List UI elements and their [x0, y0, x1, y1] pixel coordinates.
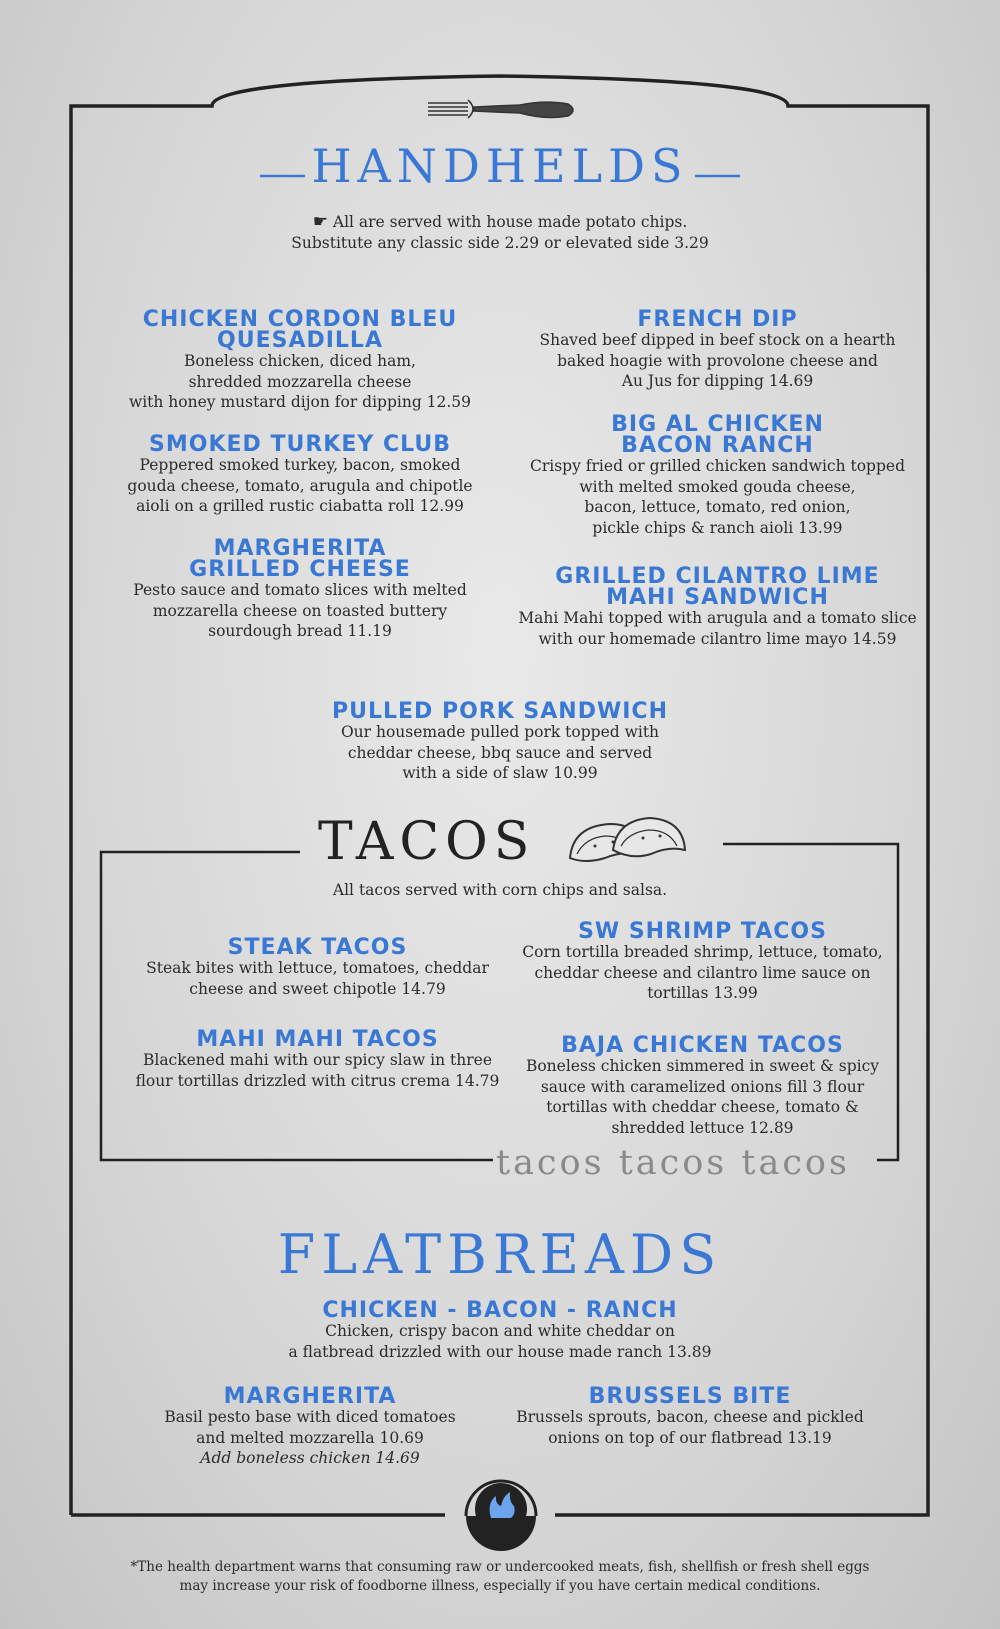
oven-flame-logo-icon — [466, 1481, 536, 1551]
item-desc: cheese and sweet chipotle 14.79 — [189, 979, 446, 998]
item-name: CHICKEN CORDON BLEU — [142, 307, 458, 332]
item-name: SMOKED TURKEY CLUB — [149, 432, 451, 457]
item-name: QUESADILLA — [217, 328, 383, 353]
item-desc: with a side of slaw 10.99 — [402, 764, 598, 782]
health-disclaimer: *The health department warns that consuming raw or undercooked meats, fish, shellfish or fresh shell eggs may increase your risk of foodborne illness, especially if you have certain medical conditions. — [130, 1559, 870, 1594]
item-name: STEAK TACOS — [227, 935, 408, 960]
item-desc: bacon, lettuce, tomato, red onion, — [584, 498, 851, 516]
item-name: BACON RANCH — [621, 433, 814, 458]
item-name: MAHI SANDWICH — [606, 585, 829, 610]
pointing-hand-icon: ☛ — [312, 212, 328, 232]
item-desc: Peppered smoked turkey, bacon, smoked — [139, 456, 461, 474]
item-desc: with our homemade cilantro lime mayo 14.59 — [538, 629, 897, 648]
tacos-title: TACOS — [318, 812, 536, 872]
item-desc: Corn tortilla breaded shrimp, lettuce, tomato, — [522, 943, 883, 961]
item-name: MARGHERITA — [223, 1384, 397, 1409]
item-name: BIG AL CHICKEN — [611, 412, 824, 437]
item-desc: a flatbread drizzled with our house made ranch 13.89 — [288, 1342, 712, 1361]
handhelds-note: ☛ All are served with house made potato chips. Substitute any classic side 2.29 or elevated side 3.29 — [291, 212, 709, 252]
menu-item — [250, 1300, 750, 1362]
item-desc: Steak bites with lettuce, tomatoes, cheddar — [146, 959, 489, 977]
item-addon: Add boneless chicken 14.69 — [200, 1449, 420, 1467]
item-name: SW SHRIMP TACOS — [578, 919, 827, 944]
tacos-footer-text: tacos tacos tacos — [496, 1143, 850, 1183]
item-desc: mozzarella cheese on toasted buttery — [152, 601, 448, 620]
item-desc: Our housemade pulled pork topped with — [340, 723, 660, 741]
item-desc: with honey mustard dijon for dipping 12.59 — [128, 393, 472, 411]
item-desc: gouda cheese, tomato, arugula and chipotle — [127, 476, 473, 495]
menu-item — [110, 309, 490, 413]
item-name: FRENCH DIP — [637, 307, 798, 332]
item-desc: Mahi Mahi topped with arugula and a tomato slice — [518, 609, 917, 627]
item-desc: with melted smoked gouda cheese, — [579, 477, 856, 496]
item-name: MARGHERITA — [213, 536, 387, 561]
item-desc: Pesto sauce and tomato slices with melted — [133, 581, 467, 599]
taco-icon — [565, 808, 695, 878]
item-desc: aioli on a grilled rustic ciabatta roll 12.99 — [136, 497, 464, 515]
item-name: GRILLED CILANTRO LIME — [555, 564, 880, 589]
tacos-note: All tacos served with corn chips and salsa. — [332, 881, 668, 899]
item-desc: Boneless chicken, diced ham, — [184, 352, 416, 370]
item-desc: cheddar cheese and cilantro lime sauce on — [534, 963, 871, 982]
item-desc: sauce with caramelized onions fill 3 flour — [540, 1077, 865, 1096]
item-desc: cheddar cheese, bbq sauce and served — [347, 743, 653, 762]
item-desc: flour tortillas drizzled with citrus crema 14.79 — [135, 1071, 500, 1090]
item-name: CHICKEN - BACON - RANCH — [322, 1298, 678, 1323]
item-desc: Chicken, crispy bacon and white cheddar on — [325, 1322, 675, 1340]
menu-item — [510, 309, 925, 392]
item-desc: Brussels sprouts, bacon, cheese and pickled — [516, 1408, 864, 1426]
menu-item — [505, 566, 930, 649]
menu-item — [515, 921, 890, 1004]
item-desc: Au Jus for dipping 14.69 — [621, 372, 814, 390]
item-name: BRUSSELS BITE — [588, 1384, 792, 1409]
item-desc: Crispy fried or grilled chicken sandwich topped — [530, 457, 905, 475]
item-desc: and melted mozzarella 10.69 — [196, 1428, 424, 1447]
item-desc: Shaved beef dipped in beef stock on a hearth — [539, 331, 896, 349]
item-desc: shredded lettuce 12.89 — [611, 1118, 794, 1137]
item-name: GRILLED CHEESE — [189, 557, 411, 582]
menu-item — [120, 1029, 515, 1091]
menu-item — [515, 1035, 890, 1138]
menu-item — [510, 414, 925, 538]
item-desc: Blackened mahi with our spicy slaw in three — [142, 1051, 493, 1069]
item-name: PULLED PORK SANDWICH — [331, 699, 668, 724]
item-desc: pickle chips & ranch aioli 13.99 — [592, 518, 843, 537]
menu-item — [120, 937, 515, 999]
item-name: BAJA CHICKEN TACOS — [561, 1033, 844, 1058]
item-desc: onions on top of our flatbread 13.19 — [548, 1428, 832, 1447]
item-desc: sourdough bread 11.19 — [208, 622, 392, 640]
flatbreads-title: FLATBREADS — [277, 1223, 723, 1286]
handhelds-title: HANDHELDS — [311, 139, 689, 193]
menu-item — [130, 1386, 490, 1469]
item-desc: Basil pesto base with diced tomatoes — [164, 1408, 456, 1426]
menu-item — [110, 538, 490, 642]
item-desc: tortillas 13.99 — [647, 984, 758, 1002]
item-name: MAHI MAHI TACOS — [196, 1027, 439, 1052]
item-desc: shredded mozzarella cheese — [188, 372, 412, 391]
menu-item — [110, 434, 490, 517]
item-desc: tortillas with cheddar cheese, tomato & — [546, 1098, 859, 1116]
item-desc: baked hoagie with provolone cheese and — [557, 351, 878, 370]
menu-item — [505, 1386, 875, 1448]
item-desc: Boneless chicken simmered in sweet & spicy — [525, 1057, 880, 1075]
menu-item — [300, 701, 700, 784]
fork-icon — [428, 100, 573, 118]
